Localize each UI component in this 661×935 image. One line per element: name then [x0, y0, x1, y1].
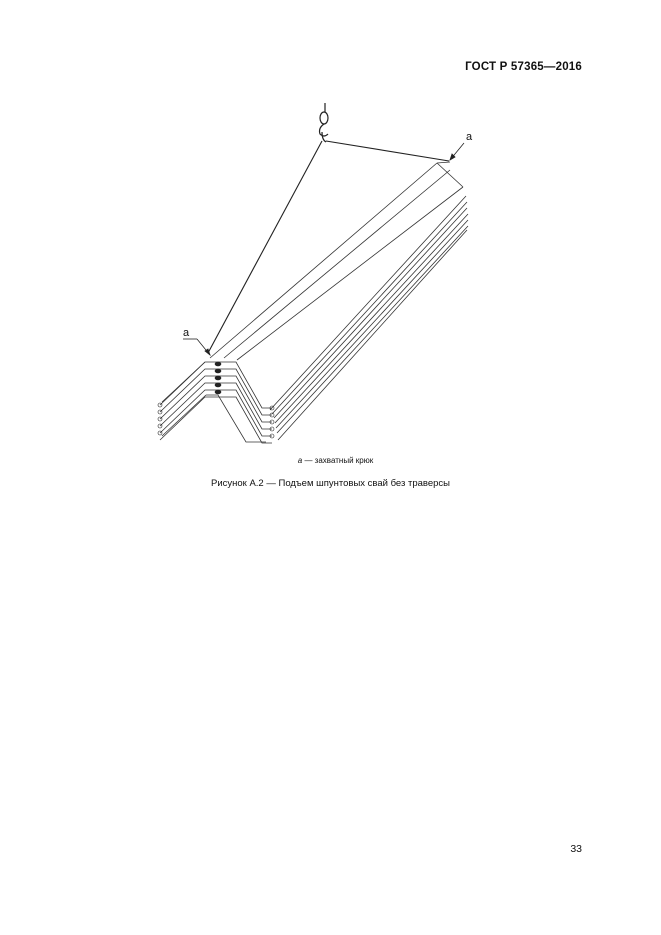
crane-hook	[320, 103, 329, 142]
callout-label-left: a	[183, 327, 190, 339]
document-header: ГОСТ Р 57365—2016	[465, 61, 582, 73]
lifting-slings	[208, 141, 449, 353]
page-number: 33	[570, 843, 582, 855]
figure-legend	[0, 456, 661, 465]
figure-caption: Рисунок А.2 — Подъем шпунтовых свай без траверсы	[210, 478, 451, 489]
sheet-pile-lifting-illustration	[140, 100, 500, 450]
sheet-pile-stack	[160, 162, 468, 443]
legend-key: a	[297, 456, 303, 465]
legend-text: — захватный крюк	[302, 456, 374, 465]
callout-arrows	[183, 143, 464, 355]
callout-label-top: a	[466, 131, 473, 143]
